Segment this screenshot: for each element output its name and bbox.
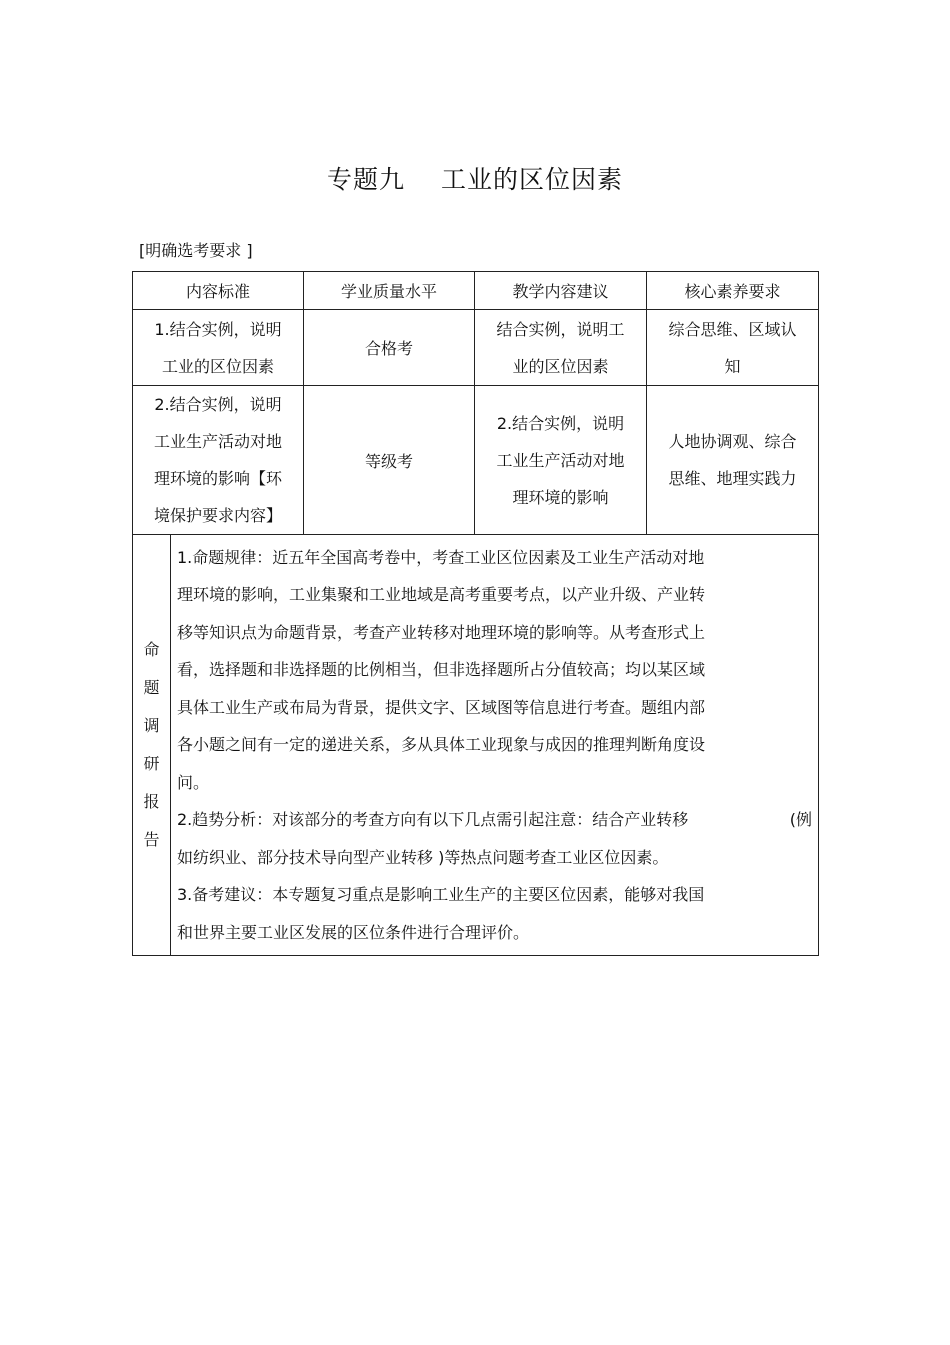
trend-left: 2.趋势分析：对该部分的考查方向有以下几点需引起注意：结合产业转移 [177,810,689,830]
report-line: 移等知识点为命题背景，考查产业转移对地理环境的影响等。从考查形式上 [177,622,706,642]
row1-suggestion [475,310,647,386]
advice-line: 和世界主要工业区发展的区位条件进行合理评价。 [177,922,530,942]
row2-standard-line: 理环境的影响【环 [154,469,283,488]
report-line: 看，选择题和非选择题的比例相当，但非选择题所占分值较高；均以某区域 [177,660,706,680]
side-char: 题 [143,678,160,697]
report-side-label [133,535,171,956]
requirements-table [132,271,819,956]
table-row [133,386,819,535]
row2-standard-line: 境保护要求内容】 [154,506,283,525]
side-char: 调 [143,716,160,735]
header-standard: 内容标准 [133,272,304,310]
row2-standard [133,386,304,535]
header-literacy: 核心素养要求 [647,272,819,310]
row1-literacy-line: 综合思维、区域认 [668,319,797,339]
row2-literacy-line: 人地协调观、综合 [668,432,797,451]
row2-suggestion [475,386,647,535]
row2-suggestion-line: 工业生产活动对地 [496,450,625,470]
row1-literacy [647,310,819,386]
side-char: 告 [143,830,160,849]
title-part-2: 工业的区位因素 [441,165,624,194]
row2-standard-line: 2.结合实例，说明 [154,395,282,414]
row2-level: 等级考 [304,386,475,535]
row1-standard-line: 工业的区位因素 [162,356,275,376]
header-level: 学业质量水平 [304,272,475,310]
table-row [133,310,819,386]
report-line: 各小题之间有一定的递进关系，多从具体工业现象与成因的推理判断角度设 [177,735,706,755]
trend-line [177,801,812,839]
page-title [0,160,950,196]
report-row [133,535,819,956]
requirement-label: [明确选考要求 ] [139,241,253,260]
report-content [171,535,819,956]
header-suggestion: 教学内容建议 [475,272,647,310]
row2-standard-line: 工业生产活动对地 [154,432,283,451]
side-char: 命 [143,640,160,659]
trend-line-2: 如纺织业、部分技术导向型产业转移 )等热点问题考查工业区位因素。 [177,847,669,867]
report-line: 1.命题规律：近五年全国高考卷中，考查工业区位因素及工业生产活动对地 [177,547,705,567]
row1-suggestion-line: 结合实例，说明工 [496,319,625,339]
side-char: 研 [143,754,160,773]
side-char: 报 [143,792,160,811]
trend-right: (例 [789,810,813,830]
row1-level: 合格考 [304,310,475,386]
row2-suggestion-line: 理环境的影响 [512,487,609,507]
row2-literacy-line: 思维、地理实践力 [668,469,797,488]
row2-suggestion-line: 2.结合实例，说明 [496,413,625,433]
table-header-row [133,272,819,310]
row1-suggestion-line: 业的区位因素 [512,356,609,376]
advice-line: 3.备考建议：本专题复习重点是影响工业生产的主要区位因素，能够对我国 [177,885,705,905]
report-line: 具体工业生产或布局为背景，提供文字、区域图等信息进行考查。题组内部 [177,697,706,717]
title-part-1: 专题九 [326,165,405,194]
row2-literacy [647,386,819,535]
report-line: 理环境的影响，工业集聚和工业地域是高考重要考点，以产业升级、产业转 [177,585,706,605]
row1-standard [133,310,304,386]
row1-literacy-line: 知 [724,356,741,376]
report-line: 问。 [177,772,210,792]
row1-standard-line: 1.结合实例，说明 [154,319,282,339]
